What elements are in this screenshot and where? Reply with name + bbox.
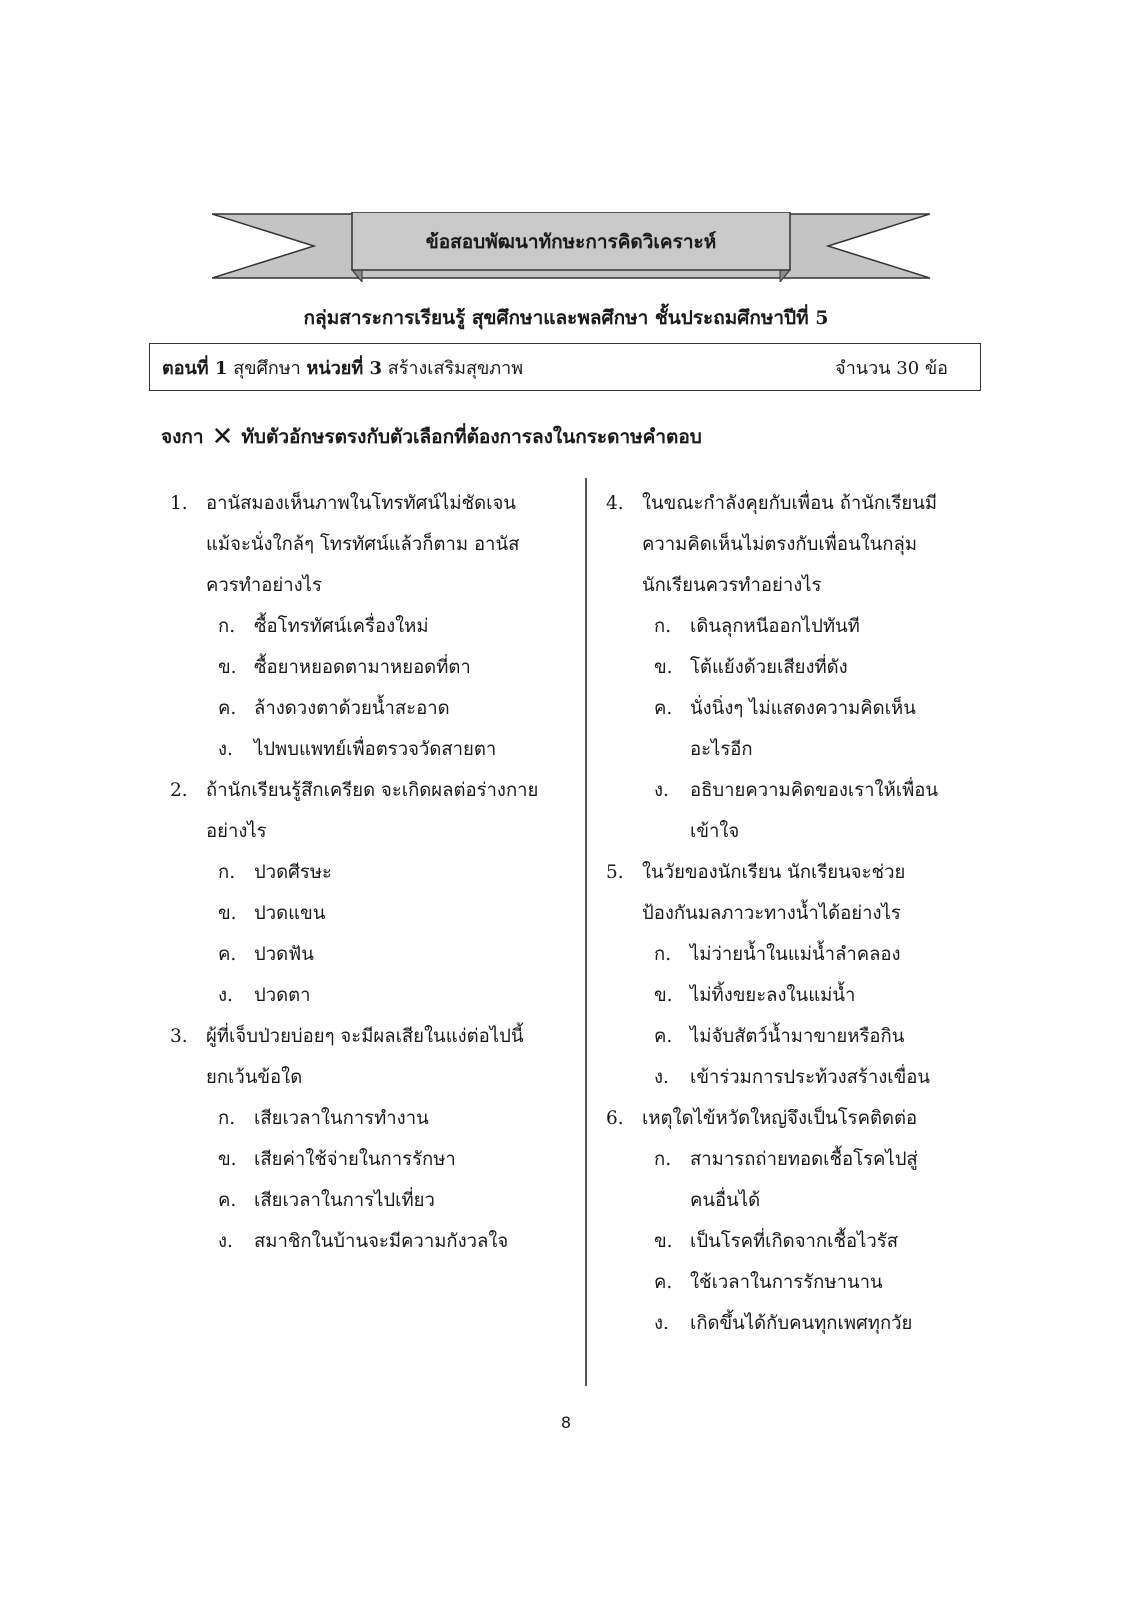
part-label: ตอนที่ 1	[162, 357, 228, 379]
question-line	[170, 770, 570, 811]
option-text: อะไรอีก	[690, 739, 753, 760]
option-text: เสียเวลาในการทำงาน	[254, 1108, 429, 1129]
option-text: เป็นโรคที่เกิดจากเชื้อไวรัส	[690, 1231, 899, 1252]
option-text: เสียเวลาในการไปเที่ยว	[254, 1190, 435, 1211]
option-line	[606, 934, 986, 975]
option-line	[606, 1221, 986, 1262]
option-letter: ค.	[218, 698, 237, 719]
question-number: 1.	[170, 493, 188, 514]
option-text: ปวดฟัน	[254, 944, 314, 965]
section-info-left	[162, 353, 523, 382]
option-letter: ข.	[654, 657, 673, 678]
option-text: ซื้อยาหยอดตามาหยอดที่ตา	[254, 657, 471, 678]
option-letter: ข.	[218, 903, 237, 924]
question-line	[606, 483, 986, 524]
question-text: ควรทำอย่างไร	[206, 575, 322, 596]
option-letter: ค.	[218, 1190, 237, 1211]
subject-heading: กลุ่มสาระการเรียนรู้ สุขศึกษาและพลศึกษา ชั้นประถมศึกษาปีที่ 5	[303, 307, 829, 329]
instruction-text: ทับตัวอักษรตรงกับตัวเลือกที่ต้องการลงในกระดาษคำตอบ	[241, 426, 702, 448]
question-number: 4.	[606, 493, 624, 514]
option-line	[606, 1057, 986, 1098]
question-text: นักเรียนควรทำอย่างไร	[642, 575, 822, 596]
question-text: ความคิดเห็นไม่ตรงกับเพื่อนในกลุ่ม	[642, 534, 918, 555]
option-line	[170, 975, 570, 1016]
question-line	[606, 565, 986, 606]
cross-mark-icon: ✕	[211, 422, 234, 452]
question-line	[606, 524, 986, 565]
option-text: ไม่ว่ายน้ำในแม่น้ำลำคลอง	[690, 944, 901, 965]
option-line	[606, 975, 986, 1016]
option-text: เข้าร่วมการประท้วงสร้างเขื่อน	[690, 1067, 931, 1088]
option-line	[606, 647, 986, 688]
column-divider	[585, 478, 587, 1386]
question-number: 6.	[606, 1108, 624, 1129]
option-line	[170, 1139, 570, 1180]
option-text: เข้าใจ	[690, 821, 740, 842]
option-line	[170, 729, 570, 770]
option-letter: ก.	[218, 862, 236, 883]
question-line	[606, 852, 986, 893]
option-text: ปวดตา	[254, 985, 311, 1006]
option-letter: ก.	[654, 616, 672, 637]
option-line	[170, 1221, 570, 1262]
option-letter: ก.	[654, 1149, 672, 1170]
option-letter: ข.	[654, 1231, 673, 1252]
option-line	[170, 1180, 570, 1221]
option-letter: ค.	[218, 944, 237, 965]
option-line	[606, 1180, 986, 1221]
option-text: เสียค่าใช้จ่ายในการรักษา	[254, 1149, 456, 1170]
option-text: ปวดศีรษะ	[254, 862, 332, 883]
title-banner	[212, 212, 930, 282]
questions-right-column	[606, 483, 986, 1344]
question-text: ป้องกันมลภาวะทางน้ำได้อย่างไร	[642, 903, 901, 924]
banner-title: ข้อสอบพัฒนาทักษะการคิดวิเคราะห์	[425, 231, 717, 253]
option-letter: ก.	[218, 616, 236, 637]
question-text: เหตุใดไข้หวัดใหญ่จึงเป็นโรคติดต่อ	[642, 1108, 918, 1129]
question-number: 5.	[606, 862, 624, 883]
option-text: คนอื่นได้	[690, 1190, 761, 1211]
page-number: 8	[560, 1413, 572, 1432]
option-line	[606, 811, 986, 852]
option-text: เกิดขึ้นได้กับคนทุกเพศทุกวัย	[690, 1313, 913, 1334]
option-line	[170, 893, 570, 934]
option-line	[170, 1098, 570, 1139]
question-line	[606, 893, 986, 934]
question-line	[606, 1098, 986, 1139]
question-text: ผู้ที่เจ็บป่วยบ่อยๆ จะมีผลเสียในแง่ต่อไปนี้	[206, 1026, 524, 1047]
option-letter: ก.	[218, 1108, 236, 1129]
option-text: นั่งนิ่งๆ ไม่แสดงความคิดเห็น	[690, 698, 916, 719]
option-text: โต้แย้งด้วยเสียงที่ดัง	[690, 657, 848, 678]
option-line	[170, 688, 570, 729]
question-line	[170, 1057, 570, 1098]
option-letter: ง.	[218, 739, 233, 760]
instruction	[161, 422, 702, 452]
option-letter: ง.	[654, 780, 669, 801]
option-letter: ก.	[654, 944, 672, 965]
option-text: เดินลุกหนีออกไปทันที	[690, 616, 860, 637]
option-letter: ง.	[654, 1313, 669, 1334]
option-line	[170, 647, 570, 688]
question-line	[170, 483, 570, 524]
option-text: สมาชิกในบ้านจะมีความกังวลใจ	[254, 1231, 509, 1252]
question-line	[170, 1016, 570, 1057]
option-line	[170, 606, 570, 647]
option-letter: ข.	[218, 657, 237, 678]
option-text: ไปพบแพทย์เพื่อตรวจวัดสายตา	[254, 739, 497, 760]
question-text: ถ้านักเรียนรู้สึกเครียด จะเกิดผลต่อร่างกาย	[206, 780, 539, 801]
option-letter: ค.	[654, 1272, 673, 1293]
option-text: สามารถถ่ายทอดเชื้อโรคไปสู่	[690, 1149, 918, 1170]
question-line	[170, 524, 570, 565]
question-number: 2.	[170, 780, 188, 801]
option-line	[606, 729, 986, 770]
option-text: ไม่จับสัตว์น้ำมาขายหรือกิน	[690, 1026, 905, 1047]
question-text: ในขณะกำลังคุยกับเพื่อน ถ้านักเรียนมี	[642, 493, 938, 514]
option-text: อธิบายความคิดของเราให้เพื่อน	[690, 780, 939, 801]
questions-left-column	[170, 483, 570, 1262]
option-letter: ข.	[654, 985, 673, 1006]
option-letter: ง.	[218, 1231, 233, 1252]
unit-label: หน่วยที่ 3	[306, 357, 383, 379]
option-text: ปวดแขน	[254, 903, 326, 924]
option-line	[606, 1303, 986, 1344]
question-text: อย่างไร	[206, 821, 267, 842]
question-text: แม้จะนั่งใกล้ๆ โทรทัศน์แล้วก็ตาม อานัส	[206, 534, 520, 555]
option-letter: ค.	[654, 1026, 673, 1047]
question-text: อานัสมองเห็นภาพในโทรทัศน์ไม่ชัดเจน	[206, 493, 516, 514]
option-text: ไม่ทิ้งขยะลงในแม่น้ำ	[690, 985, 856, 1006]
question-line	[170, 811, 570, 852]
question-line	[170, 565, 570, 606]
option-letter: ข.	[218, 1149, 237, 1170]
option-line	[170, 852, 570, 893]
option-letter: ง.	[654, 1067, 669, 1088]
option-text: ล้างดวงตาด้วยน้ำสะอาด	[254, 698, 450, 719]
option-line	[606, 1139, 986, 1180]
part-name: สุขศึกษา	[233, 357, 301, 379]
question-count: จำนวน 30 ข้อ	[835, 357, 948, 379]
option-line	[606, 1262, 986, 1303]
section-info-box	[149, 343, 981, 391]
option-text: ใช้เวลาในการรักษานาน	[690, 1272, 883, 1293]
question-number: 3.	[170, 1026, 188, 1047]
question-text: ยกเว้นข้อใด	[206, 1067, 303, 1088]
option-text: ซื้อโทรทัศน์เครื่องใหม่	[254, 616, 429, 637]
unit-name: สร้างเสริมสุขภาพ	[387, 357, 524, 379]
option-line	[170, 934, 570, 975]
option-line	[606, 770, 986, 811]
option-line	[606, 606, 986, 647]
option-line	[606, 1016, 986, 1057]
question-text: ในวัยของนักเรียน นักเรียนจะช่วย	[642, 862, 906, 883]
option-letter: ค.	[654, 698, 673, 719]
option-line	[606, 688, 986, 729]
instruction-prefix: จงกา	[161, 426, 204, 448]
option-letter: ง.	[218, 985, 233, 1006]
